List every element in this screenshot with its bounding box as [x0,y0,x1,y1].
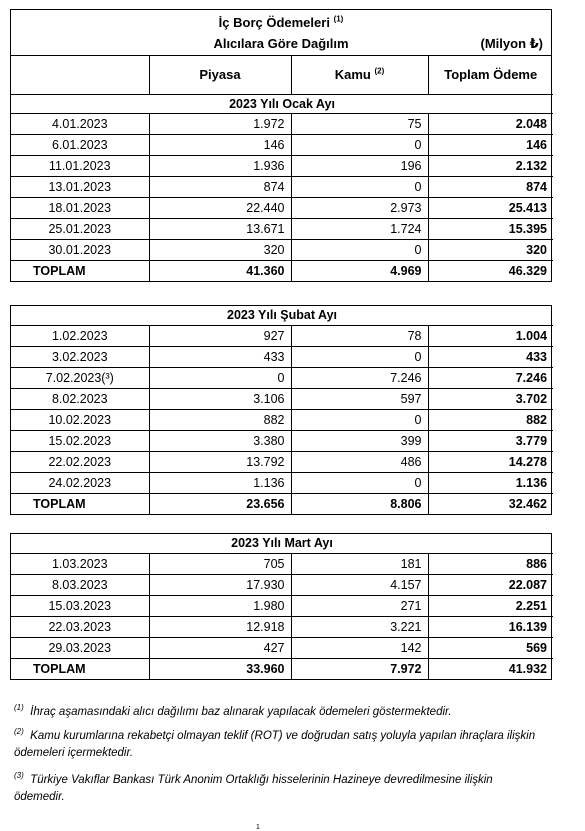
date-cell: 24.02.2023 [11,472,149,493]
kamu-cell: 78 [291,325,428,346]
footnote-text: Kamu kurumlarına rekabetçi olmayan teklif (ROT) ve doğrudan satış yoluyla yapılan ihraçlara ilişkin ödemeleri içermektedir. [14,730,536,759]
date-cell: 13.01.2023 [11,177,149,198]
table-row [11,595,553,616]
kamu-cell: 271 [291,595,428,616]
kamu-cell: 0 [291,409,428,430]
toplam-cell: 1.136 [428,472,553,493]
total-row [11,658,553,679]
section-title: 2023 Yılı Mart Ayı [231,536,333,551]
kamu-cell: 597 [291,388,428,409]
piyasa-cell: 3.106 [149,388,291,409]
table-row [11,346,553,367]
mart-table [11,534,553,679]
piyasa-cell: 1.936 [149,156,291,177]
table-row [11,325,553,346]
piyasa-cell: 1.980 [149,595,291,616]
piyasa-cell: 927 [149,325,291,346]
footnote-mark: (3) [14,771,24,781]
toplam-cell: 433 [428,346,553,367]
table-row [11,156,553,177]
date-cell: 7.02.2023(³) [11,367,149,388]
piyasa-cell: 12.918 [149,616,291,637]
date-cell: 3.02.2023 [11,346,149,367]
toplam-cell: 2.132 [428,156,553,177]
date-cell: 22.03.2023 [11,616,149,637]
toplam-cell: 22.087 [428,574,553,595]
table-row [11,135,553,156]
section-title-row [11,534,553,553]
table-title: İç Borç Ödemeleri $^{(1)}$ [218,14,344,30]
table-row [11,616,553,637]
kamu-cell: 0 [291,346,428,367]
table-row [11,409,553,430]
footnote-mark: (2) [14,727,24,737]
table-row [11,219,553,240]
kamu-cell: 142 [291,637,428,658]
page-number: 1 [256,824,260,831]
column-header-date [11,56,149,95]
table-subtitle: Alıcılara Göre Dağılım [213,36,349,51]
unit-label: (Milyon ₺) [480,36,543,51]
table-row [11,574,553,595]
toplam-cell: 3.779 [428,430,553,451]
column-header-piyasa: Piyasa [149,56,291,95]
toplam-cell: 14.278 [428,451,553,472]
piyasa-cell: 22.440 [149,198,291,219]
piyasa-cell: 13.792 [149,451,291,472]
piyasa-cell: 1.972 [149,114,291,135]
kamu-cell: 1.724 [291,219,428,240]
table-row [11,240,553,261]
piyasa-cell: 146 [149,135,291,156]
date-cell: 11.01.2023 [11,156,149,177]
section-title-row [11,95,553,114]
date-cell: 4.01.2023 [11,114,149,135]
kamu-cell: 399 [291,430,428,451]
kamu-cell: 0 [291,135,428,156]
toplam-cell: 882 [428,409,553,430]
date-cell: 30.01.2023 [11,240,149,261]
piyasa-cell: 17.930 [149,574,291,595]
kamu-cell: 2.973 [291,198,428,219]
kamu-cell: 181 [291,553,428,574]
kamu-cell: 4.157 [291,574,428,595]
date-cell: 15.02.2023 [11,430,149,451]
table-block-mart [10,533,552,680]
toplam-cell: 15.395 [428,219,553,240]
column-header-toplam: Toplam Ödeme [444,67,538,82]
kamu-cell: 196 [291,156,428,177]
total-toplam: 41.932 [428,658,553,679]
subat-table [11,306,553,514]
date-cell: 10.02.2023 [11,409,149,430]
table-row [11,177,553,198]
total-toplam: 32.462 [428,493,553,514]
footnote-text: Türkiye Vakıflar Bankası Türk Anonim Ortaklığı hisselerinin Hazineye devredilmesine ilişkin ödemedir. [14,774,493,803]
toplam-cell: 2.251 [428,595,553,616]
footnote-1 [14,704,544,721]
piyasa-cell: 13.671 [149,219,291,240]
piyasa-cell: 3.380 [149,430,291,451]
table-row [11,388,553,409]
toplam-cell: 3.702 [428,388,553,409]
total-label: TOPLAM [11,493,149,514]
toplam-cell: 2.048 [428,114,553,135]
footnote-mark: (1) [14,703,24,713]
footnote-3 [14,772,544,806]
table-row [11,451,553,472]
total-piyasa: 33.960 [149,658,291,679]
toplam-cell: 16.139 [428,616,553,637]
kamu-cell: 0 [291,472,428,493]
date-cell: 25.01.2023 [11,219,149,240]
toplam-cell: 320 [428,240,553,261]
table-row [11,553,553,574]
piyasa-cell: 882 [149,409,291,430]
toplam-cell: 7.246 [428,367,553,388]
date-cell: 1.03.2023 [11,553,149,574]
piyasa-cell: 320 [149,240,291,261]
piyasa-cell: 1.136 [149,472,291,493]
piyasa-cell: 427 [149,637,291,658]
section-title-row [11,306,553,325]
date-cell: 15.03.2023 [11,595,149,616]
kamu-cell: 75 [291,114,428,135]
total-label: TOPLAM [11,261,149,282]
date-cell: 29.03.2023 [11,637,149,658]
toplam-cell: 886 [428,553,553,574]
total-label: TOPLAM [11,658,149,679]
table-row [11,198,553,219]
date-cell: 6.01.2023 [11,135,149,156]
table-row [11,114,553,135]
date-cell: 22.02.2023 [11,451,149,472]
section-title: 2023 Yılı Şubat Ayı [227,308,338,323]
total-row [11,261,553,282]
total-kamu: 4.969 [291,261,428,282]
toplam-cell: 1.004 [428,325,553,346]
table-block-ocak [10,9,552,282]
total-row [11,493,553,514]
piyasa-cell: 433 [149,346,291,367]
footnote-text: İhraç aşamasındaki alıcı dağılımı baz alınarak yapılacak ödemeleri göstermektedir. [30,706,452,718]
date-cell: 18.01.2023 [11,198,149,219]
total-piyasa: 41.360 [149,261,291,282]
kamu-cell: 3.221 [291,616,428,637]
total-kamu: 7.972 [291,658,428,679]
footnote-2 [14,728,544,762]
total-kamu: 8.806 [291,493,428,514]
section-title: 2023 Yılı Ocak Ayı [11,95,553,114]
table-block-subat [10,305,552,515]
table-header [11,10,551,56]
date-cell: 8.03.2023 [11,574,149,595]
ocak-table [11,56,553,281]
total-piyasa: 23.656 [149,493,291,514]
toplam-cell: 25.413 [428,198,553,219]
table-row [11,430,553,451]
column-header-kamu: Kamu $^{(2)}$ [291,56,428,95]
piyasa-cell: 874 [149,177,291,198]
kamu-cell: 0 [291,177,428,198]
column-header-row [11,56,553,95]
kamu-cell: 7.246 [291,367,428,388]
kamu-cell: 486 [291,451,428,472]
table-row [11,367,553,388]
date-cell: 8.02.2023 [11,388,149,409]
table-row [11,637,553,658]
toplam-cell: 146 [428,135,553,156]
table-row [11,472,553,493]
date-cell: 1.02.2023 [11,325,149,346]
kamu-cell: 0 [291,240,428,261]
toplam-cell: 874 [428,177,553,198]
toplam-cell: 569 [428,637,553,658]
piyasa-cell: 0 [149,367,291,388]
total-toplam: 46.329 [428,261,553,282]
piyasa-cell: 705 [149,553,291,574]
